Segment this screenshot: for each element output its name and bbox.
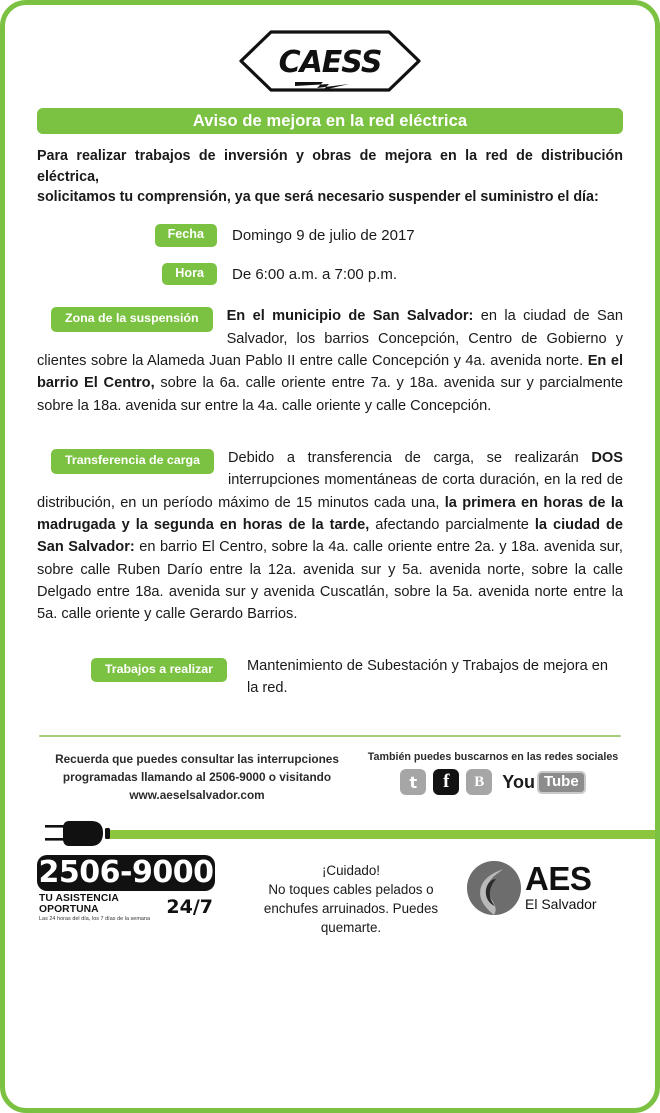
contact-block xyxy=(37,855,237,922)
phone-tagline: TU ASISTENCIA OPORTUNA xyxy=(39,892,119,915)
aes-logo xyxy=(465,855,623,917)
warning-line-2: No toques cables pelados o xyxy=(268,882,434,898)
youtube-you-text: You xyxy=(502,772,535,793)
transferencia-text-2: interrupciones momentáneas de corta duración, en la red de distribución, en un período máximo de 15 minutos cada una, xyxy=(37,472,623,511)
zona-suspension-section xyxy=(37,305,623,417)
zona-bold-1: En el municipio de San Salvador: xyxy=(226,308,474,325)
warning-line-3: enchufes arruinados. Puedes xyxy=(263,901,439,917)
hora-row xyxy=(37,263,623,286)
caess-logo-mark xyxy=(237,28,423,100)
footer-bottom xyxy=(37,855,623,937)
youtube-icon[interactable] xyxy=(502,771,585,794)
zona-text-1: en la ciudad de San Salvador, los barrios Concepción, Centro de Gobierno y clientes sobre la Alameda Juan Pablo II entre calle Concepción y 4a. avenida norte. xyxy=(37,308,623,370)
reminder-line-1: Recuerda que puedes consultar las interrupciones xyxy=(55,752,339,767)
page-title: Aviso de mejora en la red eléctrica xyxy=(37,108,623,134)
intro-line-2: solicitamos tu comprensión, ya que será necesario suspender el suministro el día: xyxy=(37,189,599,206)
aes-name: AES xyxy=(525,860,592,898)
phone-number: 2506-9000 xyxy=(38,855,214,891)
reminder-website: www.aeselsalvador.com xyxy=(129,788,265,803)
phone-number-box[interactable] xyxy=(37,855,215,890)
social-icons xyxy=(363,769,623,795)
fecha-badge: Fecha xyxy=(155,224,217,247)
phone-tagline-small: Las 24 horas del día, los 7 días de la semana xyxy=(39,916,151,923)
trabajos-realizar-section xyxy=(37,656,623,700)
transferencia-carga-badge: Transferencia de carga xyxy=(51,449,214,474)
zona-text-2: sobre la 6a. calle oriente entre 7a. y 18a. avenida sur y parcialmente sobre la 18a. avenida sur entre la 4a. calle oriente y calle Concepción. xyxy=(37,375,623,414)
blogger-icon[interactable]: B xyxy=(466,769,492,795)
trabajos-realizar-badge: Trabajos a realizar xyxy=(91,658,227,683)
fecha-value: Domingo 9 de julio de 2017 xyxy=(232,226,415,244)
reminder-line-2: programadas llamando al 2506-9000 o visitando xyxy=(62,770,332,785)
aes-region: El Salvador xyxy=(525,895,597,912)
social-title: También puedes buscarnos en las redes sociales xyxy=(367,751,619,764)
zona-suspension-badge: Zona de la suspensión xyxy=(51,307,213,332)
intro-paragraph xyxy=(37,146,623,208)
cord-graphic xyxy=(107,830,660,839)
facebook-icon[interactable]: f xyxy=(433,769,459,795)
trabajos-realizar-text: Mantenimiento de Subestación y Trabajos de mejora en la red. xyxy=(247,657,609,696)
twitter-icon[interactable]: t xyxy=(400,769,426,795)
transferencia-text-3: afectando parcialmente xyxy=(369,517,535,534)
availability-24-7: 24/7 xyxy=(166,896,213,919)
hora-value: De 6:00 a.m. a 7:00 p.m. xyxy=(232,265,398,283)
plug-cord-graphic xyxy=(5,817,655,851)
caess-logo-text: CAESS xyxy=(278,45,382,80)
fecha-row xyxy=(37,224,623,247)
transferencia-text-1: Debido a transferencia de carga, se realizarán xyxy=(228,450,592,467)
transferencia-bold-2: la primera en horas de la madrugada y la segunda en horas de la tarde, xyxy=(37,494,623,534)
zona-bold-2: En el barrio El Centro, xyxy=(37,353,624,392)
youtube-tube-text: Tube xyxy=(537,771,586,794)
plug-icon xyxy=(45,819,117,849)
social-block xyxy=(357,751,623,805)
warning-block xyxy=(237,855,465,937)
hora-badge: Hora xyxy=(162,263,217,286)
warning-title: ¡Cuidado! xyxy=(321,863,381,879)
transferencia-text-4: en barrio El Centro, sobre la 4a. calle oriente entre 2a. y 18a. avenida sur, sobre calle Ruben Darío entre la 12a. avenida sur y 5a. avenida norte, sobre la calle Delgado entre 18a. avenida sur y avenida Cuscatlán, sobre la 5a. avenida norte entre la 5a. calle oriente y calle Gerardo Barrios. xyxy=(37,539,623,623)
aes-swirl-icon xyxy=(465,859,523,917)
intro-line-1: Para realizar trabajos de inversión y obras de mejora en la red de distribución eléctrica, xyxy=(37,148,623,185)
transferencia-bold-1: DOS xyxy=(591,450,623,467)
caess-logo xyxy=(5,5,655,99)
warning-line-4: quemarte. xyxy=(320,920,382,936)
footer-info xyxy=(37,737,623,805)
transferencia-carga-section xyxy=(37,447,623,626)
reminder-text xyxy=(37,751,357,805)
phone-tagline-row xyxy=(37,893,215,923)
transferencia-bold-3: la ciudad de San Salvador: xyxy=(37,517,624,556)
